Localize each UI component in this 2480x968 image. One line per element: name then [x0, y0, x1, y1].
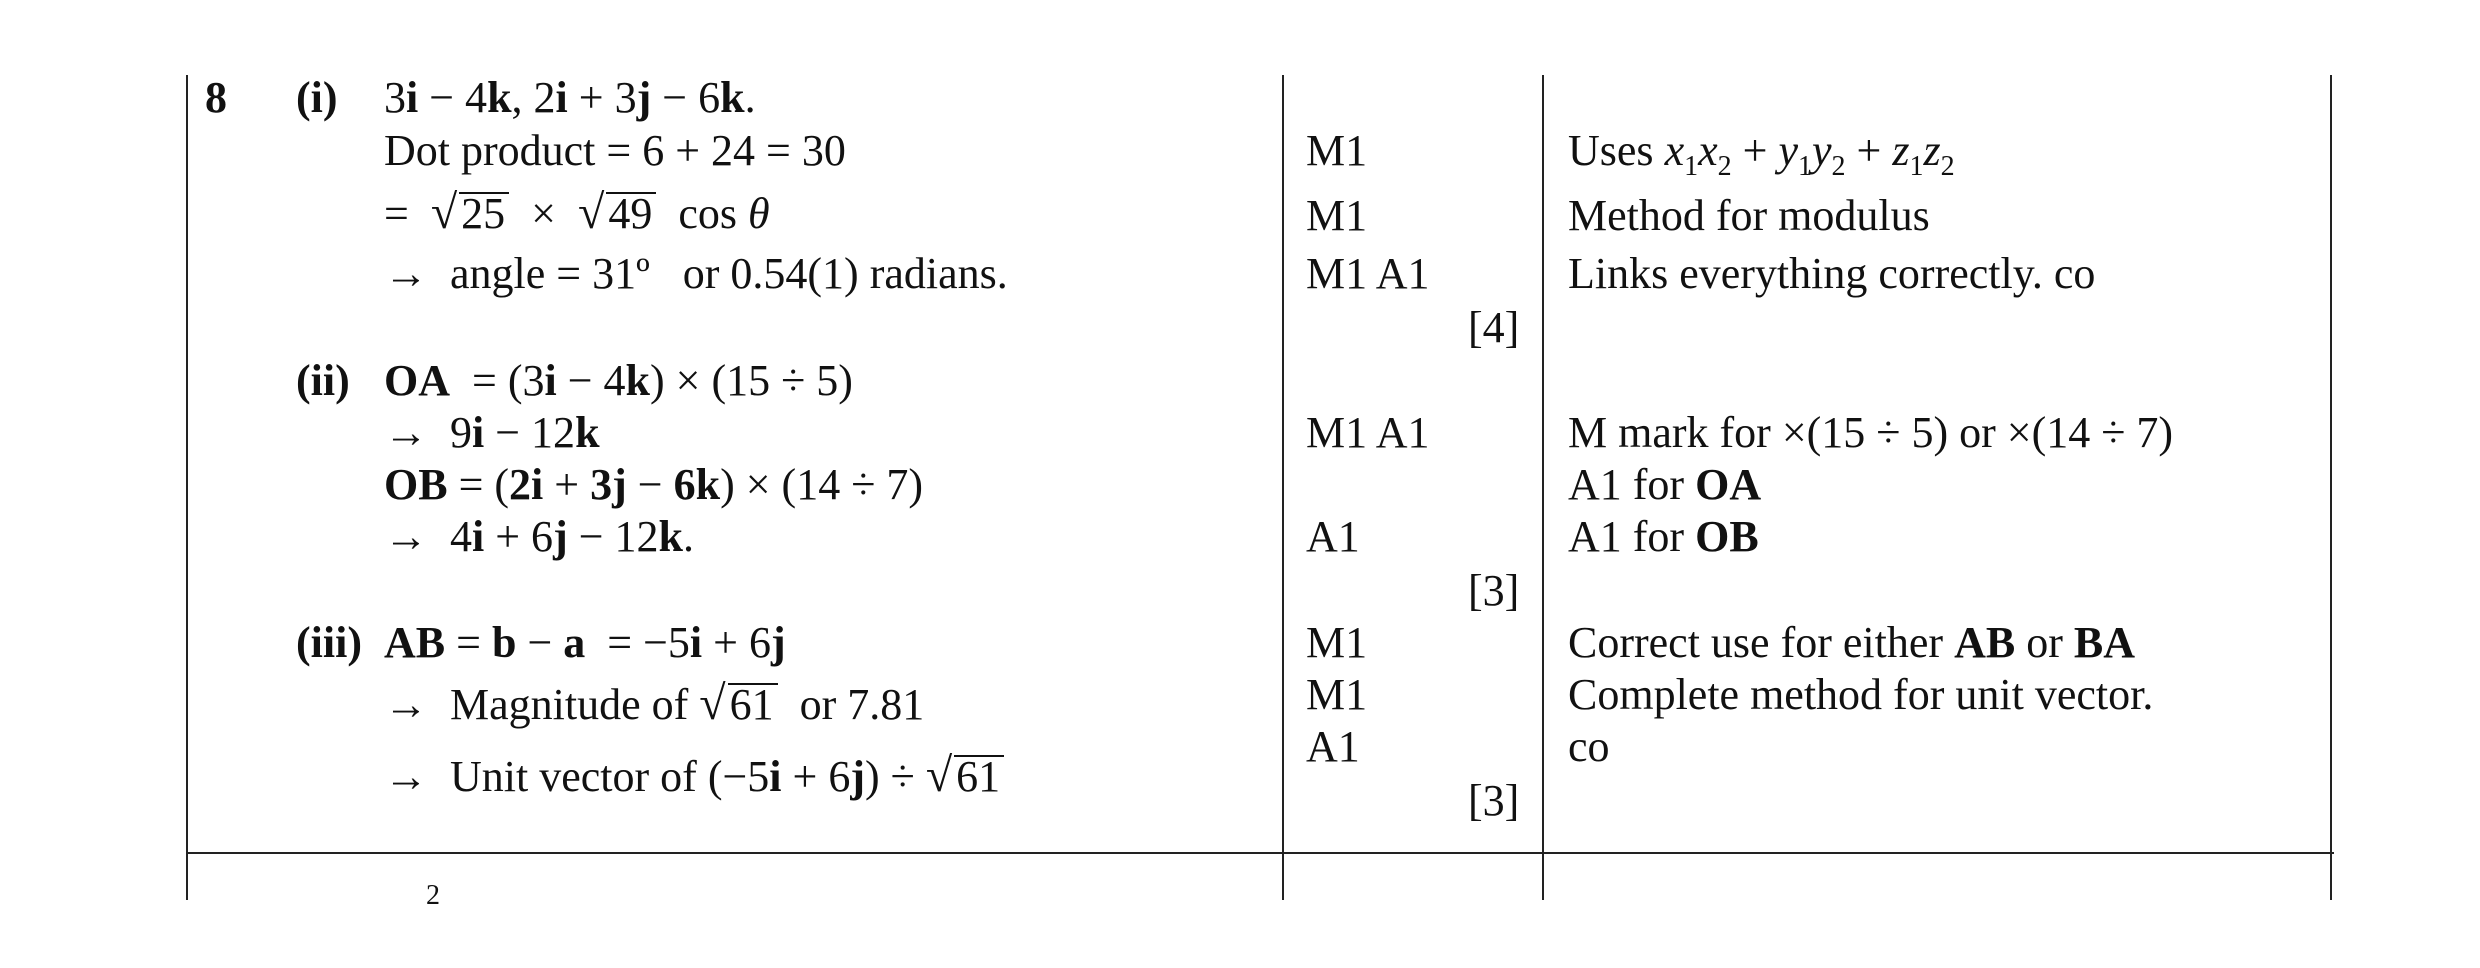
part-ii-mark-1: M1 A1 — [1306, 408, 1430, 457]
part-ii-line-2: → 9i − 12k — [384, 408, 600, 457]
table-border-working — [1282, 75, 1284, 900]
part-ii-label: (ii) — [296, 356, 350, 405]
part-i-guidance-1: Uses $x_1x_2 + y_1y_2 + z_1z_2$ — [1568, 126, 1955, 182]
table-border-right — [2330, 75, 2332, 900]
part-ii-guidance-3: A1 for OB — [1568, 512, 1759, 561]
table-row-divider — [186, 852, 2334, 854]
part-i-mark-2: M1 — [1306, 191, 1368, 240]
part-i-guidance-2: Method for modulus — [1568, 191, 1930, 240]
part-iii-guidance-3: co — [1568, 722, 1610, 771]
part-iii-guidance-2: Complete method for unit vector. — [1568, 670, 2154, 719]
part-i-line-1: 3i − 4k, 2i + 3j − 6k. — [384, 73, 756, 122]
part-i-line-3: = √25 × √49 cos θ — [384, 186, 770, 239]
part-i-line-4: → angle = 31º or 0.54(1) radians. — [384, 249, 1008, 298]
part-i-mark-3: M1 A1 — [1306, 249, 1430, 298]
table-border-marks — [1542, 75, 1544, 900]
part-iii-mark-2: M1 — [1306, 670, 1368, 719]
part-iii-total: [3] — [1468, 776, 1520, 825]
part-iii-label: (iii) — [296, 618, 362, 667]
part-ii-line-1: OA = (3i − 4k) × (15 ÷ 5) — [384, 356, 853, 405]
part-i-mark-1: M1 — [1306, 126, 1368, 175]
part-iii-line-2: → Magnitude of √61 or 7.81 — [384, 677, 925, 730]
part-i-line-2: Dot product = 6 + 24 = 30 — [384, 126, 846, 175]
part-ii-total: [3] — [1468, 566, 1520, 615]
part-ii-mark-2: A1 — [1306, 512, 1360, 561]
part-iii-line-1: AB = b − a = −5i + 6j — [384, 618, 786, 667]
part-ii-line-4: → 4i + 6j − 12k. — [384, 512, 695, 561]
part-iii-mark-3: A1 — [1306, 722, 1360, 771]
part-iii-mark-1: M1 — [1306, 618, 1368, 667]
part-iii-line-3: → Unit vector of (−5i + 6j) ÷ √61 — [384, 750, 1004, 803]
part-ii-guidance-2: A1 for OA — [1568, 460, 1762, 509]
part-iii-guidance-1: Correct use for either AB or BA — [1568, 618, 2135, 667]
question-number: 8 — [205, 73, 227, 122]
part-ii-line-3: OB = (2i + 3j − 6k) × (14 ÷ 7) — [384, 460, 923, 509]
part-i-guidance-3: Links everything correctly. co — [1568, 249, 2096, 298]
part-ii-guidance-1: M mark for ×(15 ÷ 5) or ×(14 ÷ 7) — [1568, 408, 2174, 457]
part-i-label: (i) — [296, 73, 338, 122]
next-question-fragment: 2 — [426, 880, 440, 911]
part-i-total: [4] — [1468, 303, 1520, 352]
table-border-left — [186, 75, 188, 900]
